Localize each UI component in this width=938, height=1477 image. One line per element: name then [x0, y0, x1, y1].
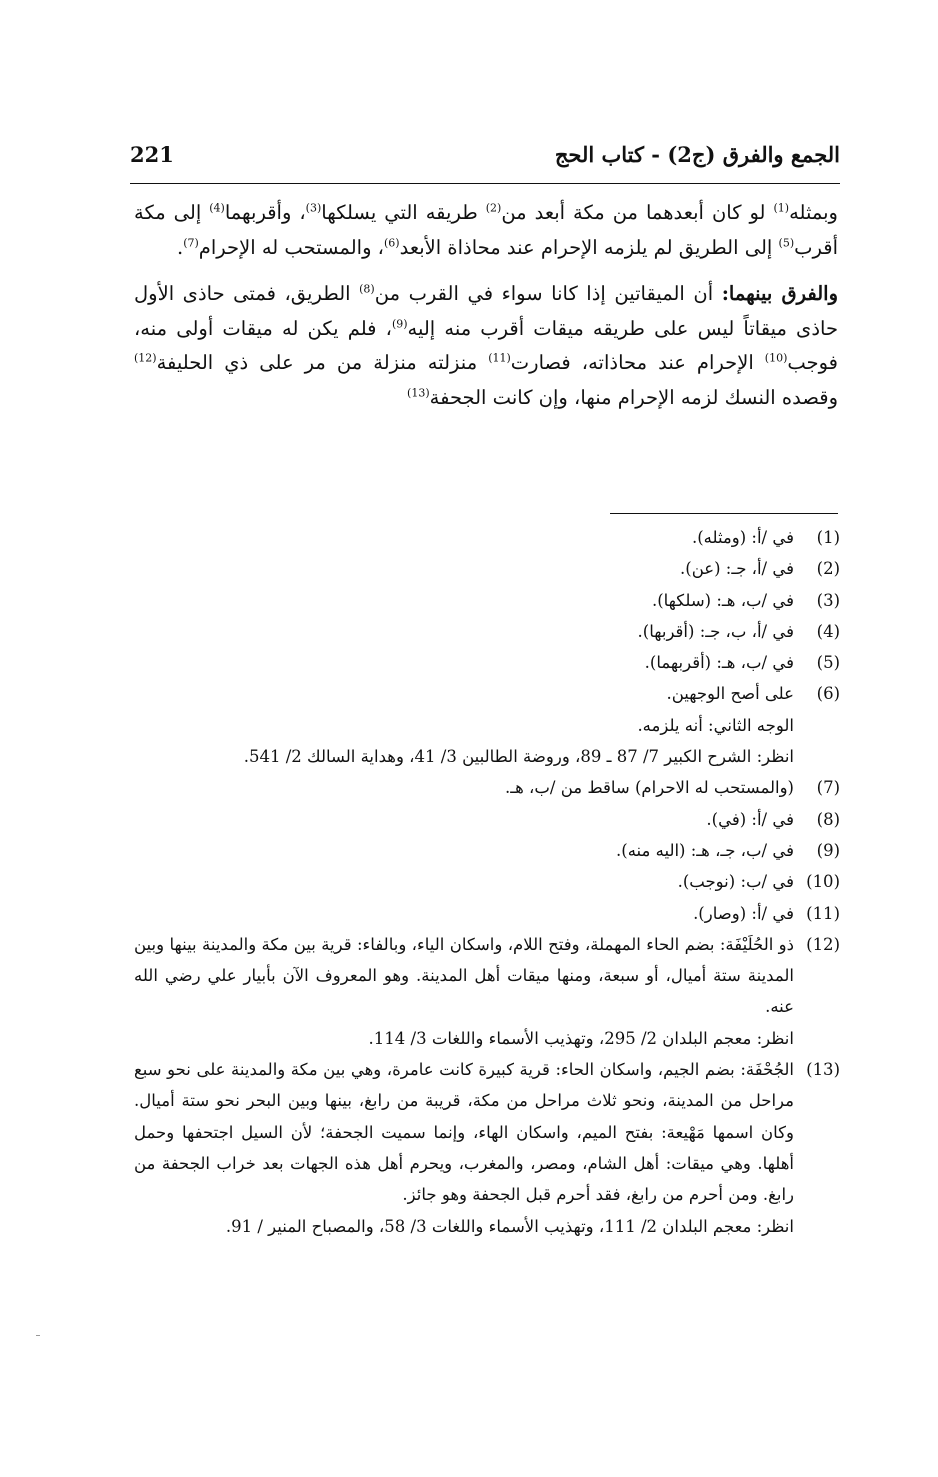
running-header [130, 142, 840, 182]
footnote-item [134, 804, 840, 835]
footnote-item [134, 553, 840, 584]
footnote-line: في /ب، جـ، هـ: (اليه منه). [616, 840, 794, 860]
footnote-separator [610, 513, 838, 514]
footnotes [134, 522, 840, 1242]
footnote-line: على أصح الوجهين. [666, 684, 794, 704]
footnote-item [134, 772, 840, 803]
footnote-item [134, 678, 840, 772]
header-rule [130, 183, 840, 184]
text-run: وبمثله [789, 201, 838, 224]
text-run: ، والمستحب له الإحرام [198, 235, 384, 259]
paragraph-lead: والفرق بينهما: [721, 282, 838, 305]
footnote-line: في /أ: (وصار). [693, 903, 794, 923]
footnote-number: (4) [816, 621, 840, 641]
footnote-line: في /أ: (ومثله). [691, 528, 794, 547]
text-run: الطريق، فمتى حاذى الأول حاذى ميقاتاً ليس على طريقه ميقات أقرب منه إليه [134, 282, 838, 340]
footnote-line: في /أ، ب، جـ: (أقربها). [637, 621, 794, 641]
footnote-number: (8) [816, 809, 840, 829]
text-run: الإحرام عند محاذاته، فصارت [510, 351, 765, 374]
footnote-number: (13) [806, 1060, 840, 1080]
footnote-ref[interactable]: (10) [764, 351, 788, 365]
footnote-number: (3) [816, 590, 840, 610]
footnote-reference: انظر: معجم البلدان 2/ 295، وتهذيب الأسماء واللغات 3/ 114. [368, 1028, 794, 1048]
footnote-number: (6) [816, 684, 840, 704]
text-run: وقصده النسك لزمه الإحرام منها، وإن كانت الجحفة [429, 385, 838, 409]
footnote-line: في /ب، هـ: (أقربهما). [644, 653, 794, 673]
footnote-item [134, 866, 840, 897]
footnote-item [134, 522, 840, 553]
footnote-ref[interactable]: (2) [485, 201, 502, 215]
footnote-ref[interactable]: (1) [773, 201, 790, 215]
main-text [134, 196, 838, 415]
text-run: طريقه التي يسلكها [321, 201, 486, 224]
footnote-number: (1) [816, 528, 840, 547]
footnote-item [134, 898, 840, 929]
footnote-ref[interactable]: (11) [488, 351, 511, 365]
footnote-line: في /أ: (في). [706, 809, 794, 829]
footnote-line: في /أ، جـ: (عن). [680, 559, 794, 579]
text-run: لو كان أبعدهما من مكة أبعد من [501, 201, 774, 224]
footnote-line: في /ب: (نوجب). [677, 872, 794, 892]
footnote-item [134, 1054, 840, 1242]
footnote-ref[interactable]: (9) [391, 317, 408, 330]
footnote-line: (والمستحب له الاحرام) ساقط من /ب، هـ. [505, 778, 794, 798]
footnote-number: (12) [806, 934, 840, 954]
footnote-ref[interactable]: (7) [183, 236, 199, 249]
footnote-ref[interactable]: (5) [778, 236, 795, 249]
footnote-item [134, 835, 840, 866]
footnote-number: (5) [816, 653, 840, 673]
footnote-number: (10) [806, 872, 840, 892]
footnote-text: ذو الحُلَيْفَة: بضم الحاء المهملة، وفتح اللام، واسكان الياء، وبالفاء: قرية بين مكة والمدينة بينها وبين المدينة ستة أميال، أو سبعة، ومنها ميقات أهل المدينة. وهو المعروف الآن بأبيار علي رضي الله عنه. [134, 934, 794, 1017]
footnote-number: (9) [816, 840, 840, 860]
footnote-number: (2) [816, 559, 840, 579]
footnote-ref[interactable]: (12) [134, 351, 157, 365]
page-number: 221 [130, 142, 174, 167]
footnote-ref[interactable]: (3) [305, 201, 322, 215]
footnote-ref[interactable]: (8) [359, 282, 375, 296]
text-run: منزلته منزلة من مر على ذي الحليفة [156, 351, 489, 374]
footnote-reference: انظر: الشرح الكبير 7/ 87 ـ 89، وروضة الطالبين 3/ 41، وهداية السالك 2/ 541. [243, 747, 794, 767]
footnote-reference: انظر: معجم البلدان 2/ 111، وتهذيب الأسماء واللغات 3/ 58، والمصباح المنير / 91. [225, 1216, 794, 1236]
text-run: أن الميقاتين إذا كانا سواء في القرب من [374, 282, 722, 305]
footnote-item [134, 616, 840, 647]
text-run: ، وأقربهما [224, 201, 306, 224]
text-run: . [176, 235, 184, 259]
text-run: ، فلم يكن له ميقات أولى منه، فوجب [134, 316, 838, 374]
footnote-item [134, 929, 840, 1054]
footnote-line: الوجه الثاني: أنه يلزمه. [637, 715, 794, 735]
header-title: الجمع والفرق (ج2) - كتاب الحج [554, 142, 840, 167]
footnote-ref[interactable]: (4) [209, 201, 225, 215]
footnote-number: (7) [816, 778, 840, 798]
footnote-line: في /ب، هـ: (سلكها). [651, 590, 794, 610]
text-run: إلى مكة أقرب [134, 201, 838, 259]
footnote-item [134, 647, 840, 678]
paragraph-2 [134, 277, 838, 415]
footnote-text: الجُحْفَة: بضم الجيم، واسكان الحاء: قرية كبيرة كانت عامرة، وهي بين مكة والمدينة على نحو سبع مراحل من المدينة، ونحو ثلاث مراحل من مكة، قريبة من رابغ، بينها وبين البحر نحو ستة أميال. وكان اسمها مَهْيعة: بفتح الميم، واسكان الهاء، وإنما سميت الجحفة؛ لأن السيل اجتحفها وحمل أهلها. وهي ميقات: أهل الشام، ومصر، والمغرب، ويحرم أهل هذه الجهات بعد خراب الجحفة من رابغ. ومن أحرم من رابغ، فقد أحرم قبل الجحفة وهو جائز. [134, 1060, 794, 1205]
footnote-number: (11) [806, 903, 840, 923]
footnote-ref[interactable]: (13) [407, 386, 430, 399]
text-run: إلى الطريق لم يلزمه الإحرام عند محاذاة الأبعد [399, 235, 779, 259]
footnote-item [134, 585, 840, 616]
scan-speck [36, 1335, 40, 1336]
paragraph-1 [134, 196, 838, 265]
footnote-ref[interactable]: (6) [383, 236, 400, 249]
